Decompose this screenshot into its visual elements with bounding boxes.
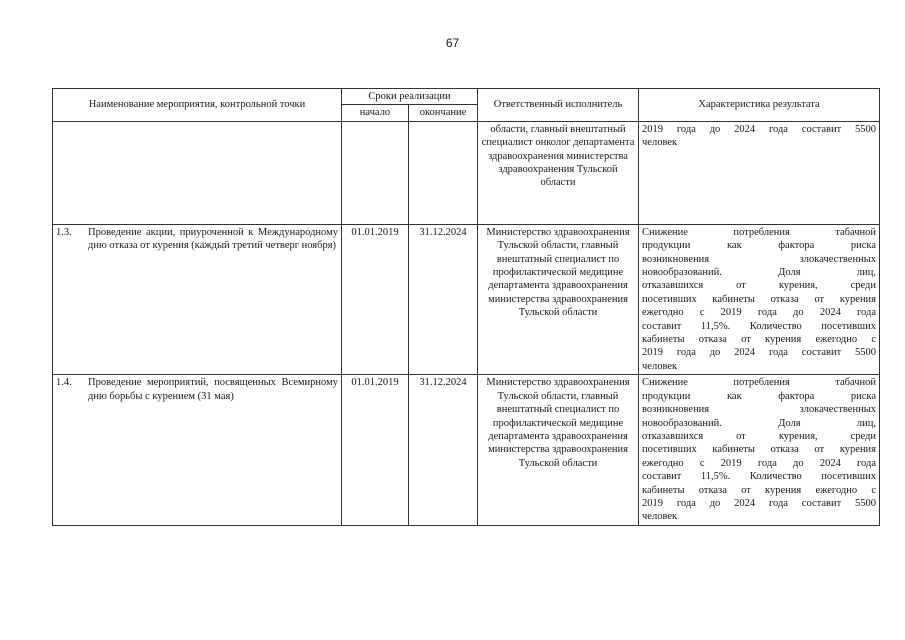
row-result: [639, 375, 880, 525]
table-row: [53, 121, 880, 224]
row-number: 1.4.: [56, 377, 72, 389]
result-line: продукции как фактора риска: [642, 240, 877, 252]
result-line: человек: [642, 511, 678, 523]
result-line: кабинеты отказа от курения ежегодно с: [642, 334, 877, 346]
row-name-cell: [53, 224, 342, 374]
row-executor: области, главный внештатный специалист онколог департамента здравоохранения министерства здравоохранения Тульской области: [478, 121, 639, 224]
header-row: [53, 89, 880, 105]
row-name: Проведение мероприятий, посвященных Всемирному дню борьбы с курением (31 мая): [88, 377, 338, 402]
header-end: окончание: [409, 105, 478, 121]
result-line: ежегодно с 2019 года до 2024 года: [642, 307, 877, 319]
row-end-date: [409, 121, 478, 224]
result-line: составит 11,5%. Количество посетивших: [642, 471, 877, 483]
header-terms: Сроки реализации: [342, 89, 478, 105]
result-line: человек: [642, 137, 678, 149]
result-line: посетивших кабинеты отказа от курения: [642, 444, 877, 456]
table-row: [53, 375, 880, 525]
result-line: новообразований. Доля лиц,: [642, 417, 877, 429]
result-line: Снижение потребления табачной: [642, 226, 877, 238]
result-line: посетивших кабинеты отказа от курения: [642, 293, 877, 305]
row-start-date: 01.01.2019: [342, 224, 409, 374]
row-name-cell: [53, 375, 342, 525]
result-line: 2019 года до 2024 года составит 5500: [642, 497, 877, 509]
row-name-cell: [53, 121, 342, 224]
result-line: возникновения злокачественных: [642, 404, 877, 416]
result-line: 2019 года до 2024 года составит 5500: [642, 347, 877, 359]
row-result: [639, 121, 880, 224]
table-row: [53, 224, 880, 374]
header-name: Наименование мероприятия, контрольной точки: [53, 89, 342, 122]
header-result: Характеристика результата: [639, 89, 880, 122]
row-end-date: 31.12.2024: [409, 224, 478, 374]
page-number: 67: [445, 36, 460, 50]
result-line: 2019 года до 2024 года составит 5500: [642, 123, 877, 135]
row-end-date: 31.12.2024: [409, 375, 478, 525]
row-executor: Министерство здравоохранения Тульской области, главный внештатный специалист по профилактической медицине департамента здравоохранения министерства здравоохранения Тульской области: [478, 375, 639, 525]
result-line: Снижение потребления табачной: [642, 377, 877, 389]
result-line: отказавшихся от курения, среди: [642, 280, 877, 292]
row-executor: Министерство здравоохранения Тульской области, главный внештатный специалист по профилактической медицине департамента здравоохранения министерства здравоохранения Тульской области: [478, 224, 639, 374]
result-line: ежегодно с 2019 года до 2024 года: [642, 457, 877, 469]
row-number: 1.3.: [56, 226, 72, 238]
result-line: составит 11,5%. Количество посетивших: [642, 320, 877, 332]
row-name: Проведение акции, приуроченной к Международному дню отказа от курения (каждый третий четверг ноября): [88, 226, 338, 252]
result-line: кабинеты отказа от курения ежегодно с: [642, 484, 877, 496]
row-start-date: [342, 121, 409, 224]
measures-table: [52, 88, 880, 526]
result-line: новообразований. Доля лиц,: [642, 267, 877, 279]
result-line: человек: [642, 360, 678, 372]
header-start: начало: [342, 105, 409, 121]
result-line: отказавшихся от курения, среди: [642, 430, 877, 442]
row-result: [639, 224, 880, 374]
result-line: возникновения злокачественных: [642, 253, 877, 265]
row-start-date: 01.01.2019: [342, 375, 409, 525]
result-line: продукции как фактора риска: [642, 390, 877, 402]
header-executor: Ответственный исполнитель: [478, 89, 639, 122]
